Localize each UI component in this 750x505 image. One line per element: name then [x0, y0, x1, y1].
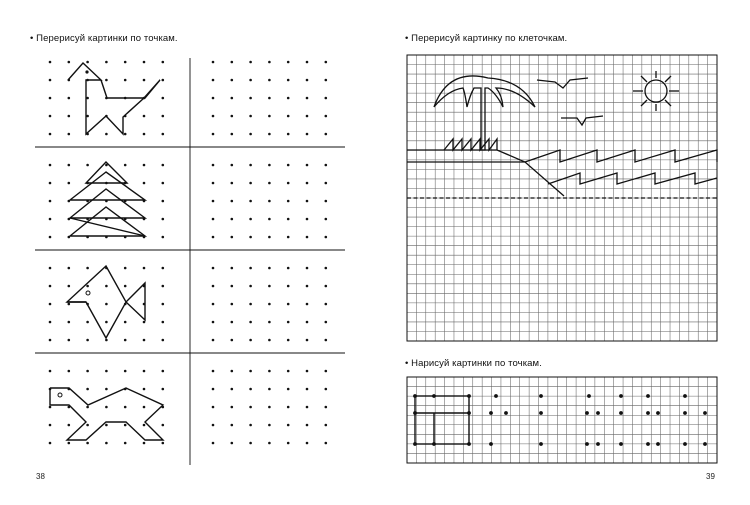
grid-dot	[143, 115, 146, 118]
grid-dot	[231, 285, 234, 288]
grid-dot	[268, 133, 271, 136]
grid-dot	[325, 388, 328, 391]
grid-dot	[231, 424, 234, 427]
grid-dot	[287, 424, 290, 427]
grid-dot	[143, 164, 146, 167]
grid-dot	[49, 115, 52, 118]
grid-dot	[49, 200, 52, 203]
grid-dot	[249, 339, 252, 342]
grid-dot	[306, 339, 309, 342]
grid-dot	[287, 115, 290, 118]
grid-dot	[86, 406, 89, 409]
grid-dot	[162, 164, 165, 167]
grid-dot	[287, 267, 290, 270]
grid-dot	[249, 79, 252, 82]
figure-dot	[539, 442, 543, 446]
grid-dot	[268, 267, 271, 270]
grid-dot	[231, 321, 234, 324]
grid-dot	[162, 79, 165, 82]
grid-dot	[325, 61, 328, 64]
grid-dot	[162, 339, 165, 342]
grid-dot	[268, 61, 271, 64]
grid-dot	[68, 285, 71, 288]
grid-dot	[306, 303, 309, 306]
grid-dot	[68, 267, 71, 270]
grid-dot	[143, 267, 146, 270]
figure-dot	[596, 411, 600, 415]
grid-dot	[105, 406, 108, 409]
grid-dot	[49, 97, 52, 100]
grid-dot	[162, 218, 165, 221]
grid-dot	[68, 97, 71, 100]
grid-dot	[143, 79, 146, 82]
grid-dot	[162, 321, 165, 324]
figure-dot	[467, 442, 471, 446]
figure-dot	[432, 394, 436, 398]
grid-dot	[268, 406, 271, 409]
dot-grid	[407, 377, 717, 463]
grid-dot	[249, 164, 252, 167]
grid-dot	[143, 61, 146, 64]
sea-scene	[407, 71, 717, 196]
grid-dot	[268, 79, 271, 82]
grid-dot	[162, 285, 165, 288]
grid-dot	[49, 321, 52, 324]
grid-dot	[86, 339, 89, 342]
grid-dot	[105, 321, 108, 324]
grid-dot	[306, 97, 309, 100]
grid-dot	[231, 370, 234, 373]
grid-dot	[268, 115, 271, 118]
figure-dot	[596, 442, 600, 446]
grid-dot	[268, 182, 271, 185]
grid-dot	[212, 61, 215, 64]
grid-dot	[306, 406, 309, 409]
grid-dot	[143, 321, 146, 324]
grid-dot	[249, 236, 252, 239]
grid-dot	[325, 133, 328, 136]
grid-dot	[249, 406, 252, 409]
grid-dot	[306, 79, 309, 82]
grid-dot	[249, 424, 252, 427]
grid-dot	[287, 406, 290, 409]
grid-dot	[49, 303, 52, 306]
grid-dot	[231, 442, 234, 445]
grid-dot	[68, 442, 71, 445]
grid-dot	[162, 133, 165, 136]
right-worksheet	[375, 0, 750, 505]
grid-dot	[268, 97, 271, 100]
grid-dot	[306, 115, 309, 118]
figure-dot	[585, 411, 589, 415]
grid-dot	[162, 303, 165, 306]
grid-dot	[231, 406, 234, 409]
grid-dot	[231, 218, 234, 221]
grid-dot	[231, 79, 234, 82]
grid-dot	[212, 164, 215, 167]
grid-dot	[86, 424, 89, 427]
grid-dot	[49, 406, 52, 409]
grid-dot	[249, 442, 252, 445]
grid-dot	[143, 406, 146, 409]
grid-dot	[287, 97, 290, 100]
left-instruction: • Перерисуй картинки по точкам.	[30, 33, 178, 44]
right-instruction-bottom: • Нарисуй картинки по точкам.	[405, 358, 542, 369]
grid-dot	[105, 133, 108, 136]
grid-dot	[49, 61, 52, 64]
grid-dot	[268, 370, 271, 373]
grid-dot	[162, 115, 165, 118]
grid-dot	[287, 321, 290, 324]
figure-dot	[539, 411, 543, 415]
grid-dot	[287, 388, 290, 391]
grid-dot	[325, 97, 328, 100]
grid-dot	[212, 321, 215, 324]
grid-dot	[143, 424, 146, 427]
grid-dot	[86, 267, 89, 270]
figure-dot	[683, 394, 687, 398]
grid-dot	[212, 200, 215, 203]
grid-dot	[249, 97, 252, 100]
figure-dot	[619, 411, 623, 415]
grid-dot	[212, 424, 215, 427]
grid-dot	[162, 236, 165, 239]
grid-dot	[86, 285, 89, 288]
grid-dot	[268, 339, 271, 342]
grid-dot	[212, 115, 215, 118]
figure-dot	[489, 411, 493, 415]
grid-dot	[268, 200, 271, 203]
grid-dot	[325, 79, 328, 82]
grid-dot	[306, 218, 309, 221]
grid-dot	[231, 388, 234, 391]
grid-dot	[231, 236, 234, 239]
grid-dot	[68, 339, 71, 342]
grid-dot	[231, 267, 234, 270]
upper-waves	[525, 150, 717, 162]
grid-dot	[268, 442, 271, 445]
grid-dot	[68, 370, 71, 373]
grid-dot	[86, 370, 89, 373]
grid-dot	[287, 200, 290, 203]
grid-dot	[325, 370, 328, 373]
grid-dot	[231, 303, 234, 306]
square-with-lines	[415, 396, 469, 444]
grid-dot	[49, 424, 52, 427]
grid-dot	[287, 236, 290, 239]
grid-dot	[49, 339, 52, 342]
dot-grid-border	[407, 377, 717, 463]
grid-dot	[124, 164, 127, 167]
grid-dot	[86, 442, 89, 445]
small-waves	[444, 139, 497, 150]
grid-dot	[325, 285, 328, 288]
figure-dot	[646, 394, 650, 398]
grid-dot	[124, 370, 127, 373]
grid-dot	[231, 115, 234, 118]
turtle-eye	[58, 393, 62, 397]
grid-dot	[49, 164, 52, 167]
grid-dot	[162, 442, 165, 445]
grid-dot	[325, 164, 328, 167]
grid-dot	[124, 285, 127, 288]
grid-dot	[287, 164, 290, 167]
grid-dot	[212, 236, 215, 239]
grid-dot	[162, 200, 165, 203]
grid-dot	[86, 164, 89, 167]
figure-dot	[703, 411, 707, 415]
figure-dot	[489, 442, 493, 446]
grid-dot	[212, 218, 215, 221]
grid-dot	[143, 442, 146, 445]
grid-dot	[325, 303, 328, 306]
grid-dot	[162, 182, 165, 185]
grid-dot	[212, 97, 215, 100]
grid-dot	[306, 133, 309, 136]
figure-dot	[413, 394, 417, 398]
duck-figure	[68, 63, 160, 134]
figure-dot	[683, 411, 687, 415]
grid-dot	[105, 442, 108, 445]
grid-dot	[249, 61, 252, 64]
grid-dot	[86, 61, 89, 64]
grid-dot	[325, 182, 328, 185]
grid-dot	[325, 200, 328, 203]
grid-dot	[287, 61, 290, 64]
figure-dot	[656, 442, 660, 446]
grid-dot	[162, 370, 165, 373]
figure-dot	[656, 411, 660, 415]
row-separators	[35, 58, 345, 465]
grid-dot	[249, 218, 252, 221]
figure-dot	[585, 442, 589, 446]
grid-dot	[325, 406, 328, 409]
grid-dot	[231, 164, 234, 167]
figure-dot	[432, 442, 436, 446]
grid-dot	[249, 115, 252, 118]
grid-dot	[162, 97, 165, 100]
left-page-number: 38	[36, 472, 45, 481]
grid-dot	[105, 370, 108, 373]
grid-dot	[325, 424, 328, 427]
grid-dot	[325, 321, 328, 324]
grid-dot	[105, 285, 108, 288]
grid-dot	[162, 267, 165, 270]
grid-dot	[68, 133, 71, 136]
left-dot-grids	[49, 61, 327, 445]
figure-dot	[494, 394, 498, 398]
figure-dot	[619, 442, 623, 446]
grid-dot	[306, 370, 309, 373]
grid-dot	[249, 182, 252, 185]
grid-dot	[306, 388, 309, 391]
grid-dot	[287, 182, 290, 185]
grid-dot	[124, 267, 127, 270]
grid-dot	[306, 61, 309, 64]
grid-dot	[86, 388, 89, 391]
grid-dot	[105, 339, 108, 342]
grid-dot	[68, 115, 71, 118]
grid-dot	[212, 370, 215, 373]
grid-dot	[49, 79, 52, 82]
grid-dot	[143, 133, 146, 136]
grid-dot	[249, 285, 252, 288]
grid-dot	[162, 61, 165, 64]
grid-dot	[325, 218, 328, 221]
grid-dot	[124, 321, 127, 324]
grid-dot	[105, 79, 108, 82]
grid-dot	[49, 133, 52, 136]
grid-dot	[124, 424, 127, 427]
grid-dot	[306, 182, 309, 185]
right-page	[375, 0, 750, 505]
grid-dot	[306, 424, 309, 427]
grid-dot	[287, 339, 290, 342]
grid-dot	[212, 442, 215, 445]
grid-dot	[212, 79, 215, 82]
grid-dot	[268, 321, 271, 324]
figure-dot	[504, 411, 508, 415]
grid-dot	[124, 61, 127, 64]
grid-dot	[325, 442, 328, 445]
grid-dot	[249, 370, 252, 373]
grid-dot	[231, 339, 234, 342]
grid-dot	[231, 133, 234, 136]
grid-dot	[325, 267, 328, 270]
grid-dot	[268, 388, 271, 391]
grid-dot	[306, 321, 309, 324]
grid-dot	[124, 442, 127, 445]
grid-dot	[143, 388, 146, 391]
grid-dot	[287, 218, 290, 221]
grid-dot	[143, 339, 146, 342]
grid-dot	[212, 303, 215, 306]
grid-dot	[268, 218, 271, 221]
fir-tree-figure	[70, 162, 145, 236]
fish-figure	[67, 266, 145, 338]
grid-dot	[49, 442, 52, 445]
grid-dot	[68, 321, 71, 324]
grid-dot	[212, 406, 215, 409]
grid-dot	[162, 424, 165, 427]
grid-dot	[49, 267, 52, 270]
grid-dot	[68, 182, 71, 185]
grid-dot	[249, 133, 252, 136]
grid-dot	[249, 267, 252, 270]
grid-dot	[105, 424, 108, 427]
grid-dot	[162, 388, 165, 391]
grid-dot	[231, 97, 234, 100]
grid-dot	[287, 79, 290, 82]
figure-dot	[646, 442, 650, 446]
grid-dot	[143, 370, 146, 373]
grid-dot	[287, 285, 290, 288]
grid-dot	[268, 236, 271, 239]
grid-dot	[249, 200, 252, 203]
grid-dot	[212, 339, 215, 342]
right-instruction-top: • Перерисуй картинку по клеточкам.	[405, 33, 568, 44]
grid-dot	[105, 388, 108, 391]
figure-dot	[467, 394, 471, 398]
grid-dot	[287, 370, 290, 373]
grid-dot	[231, 61, 234, 64]
grid-dot	[68, 303, 71, 306]
grid-dot	[124, 339, 127, 342]
figure-dot	[413, 442, 417, 446]
turtle-figure	[50, 388, 163, 440]
grid-dot	[306, 267, 309, 270]
figure-dot	[646, 411, 650, 415]
grid-dot	[231, 200, 234, 203]
grid-dot	[49, 218, 52, 221]
grid-dot	[231, 182, 234, 185]
sun	[633, 71, 679, 111]
grid-dot	[212, 182, 215, 185]
grid-dot	[212, 388, 215, 391]
grid-dot	[105, 61, 108, 64]
grid-dot	[306, 236, 309, 239]
grid-dot	[212, 267, 215, 270]
grid-dot	[68, 164, 71, 167]
grid-dot	[49, 285, 52, 288]
grid-dot	[49, 182, 52, 185]
grid-dot	[49, 236, 52, 239]
grid-dot	[306, 200, 309, 203]
birds	[537, 78, 603, 125]
grid-dot	[124, 133, 127, 136]
grid-dot	[268, 285, 271, 288]
grid-dot	[68, 61, 71, 64]
figure-dot	[619, 394, 623, 398]
grid-dot	[124, 79, 127, 82]
grid-dot	[249, 321, 252, 324]
figure-dot	[703, 442, 707, 446]
grid-dot	[306, 442, 309, 445]
grid-dot	[287, 303, 290, 306]
grid-dot	[49, 370, 52, 373]
dot-figures	[413, 394, 707, 446]
grid-dot	[86, 321, 89, 324]
grid-dot	[143, 182, 146, 185]
grid-dot	[268, 424, 271, 427]
fish-eye	[86, 291, 90, 295]
grid-dot	[287, 442, 290, 445]
grid-dot	[306, 285, 309, 288]
grid-dot	[68, 424, 71, 427]
grid-dot	[325, 339, 328, 342]
grid-dot	[212, 133, 215, 136]
grid-dot	[249, 388, 252, 391]
duck-eye	[85, 70, 88, 73]
figure-dot	[539, 394, 543, 398]
figure-dot	[587, 394, 591, 398]
grid-dot	[105, 303, 108, 306]
grid-dot	[212, 285, 215, 288]
grid-dot	[325, 236, 328, 239]
grid-dot	[268, 303, 271, 306]
grid-dot	[287, 133, 290, 136]
grid-dot	[249, 303, 252, 306]
right-page-number: 39	[706, 472, 715, 481]
grid-dot	[124, 406, 127, 409]
figure-dot	[413, 411, 417, 415]
figure-dot	[467, 411, 471, 415]
figure-dot	[683, 442, 687, 446]
grid-dot	[268, 164, 271, 167]
grid-dot	[325, 115, 328, 118]
grid-dot	[306, 164, 309, 167]
